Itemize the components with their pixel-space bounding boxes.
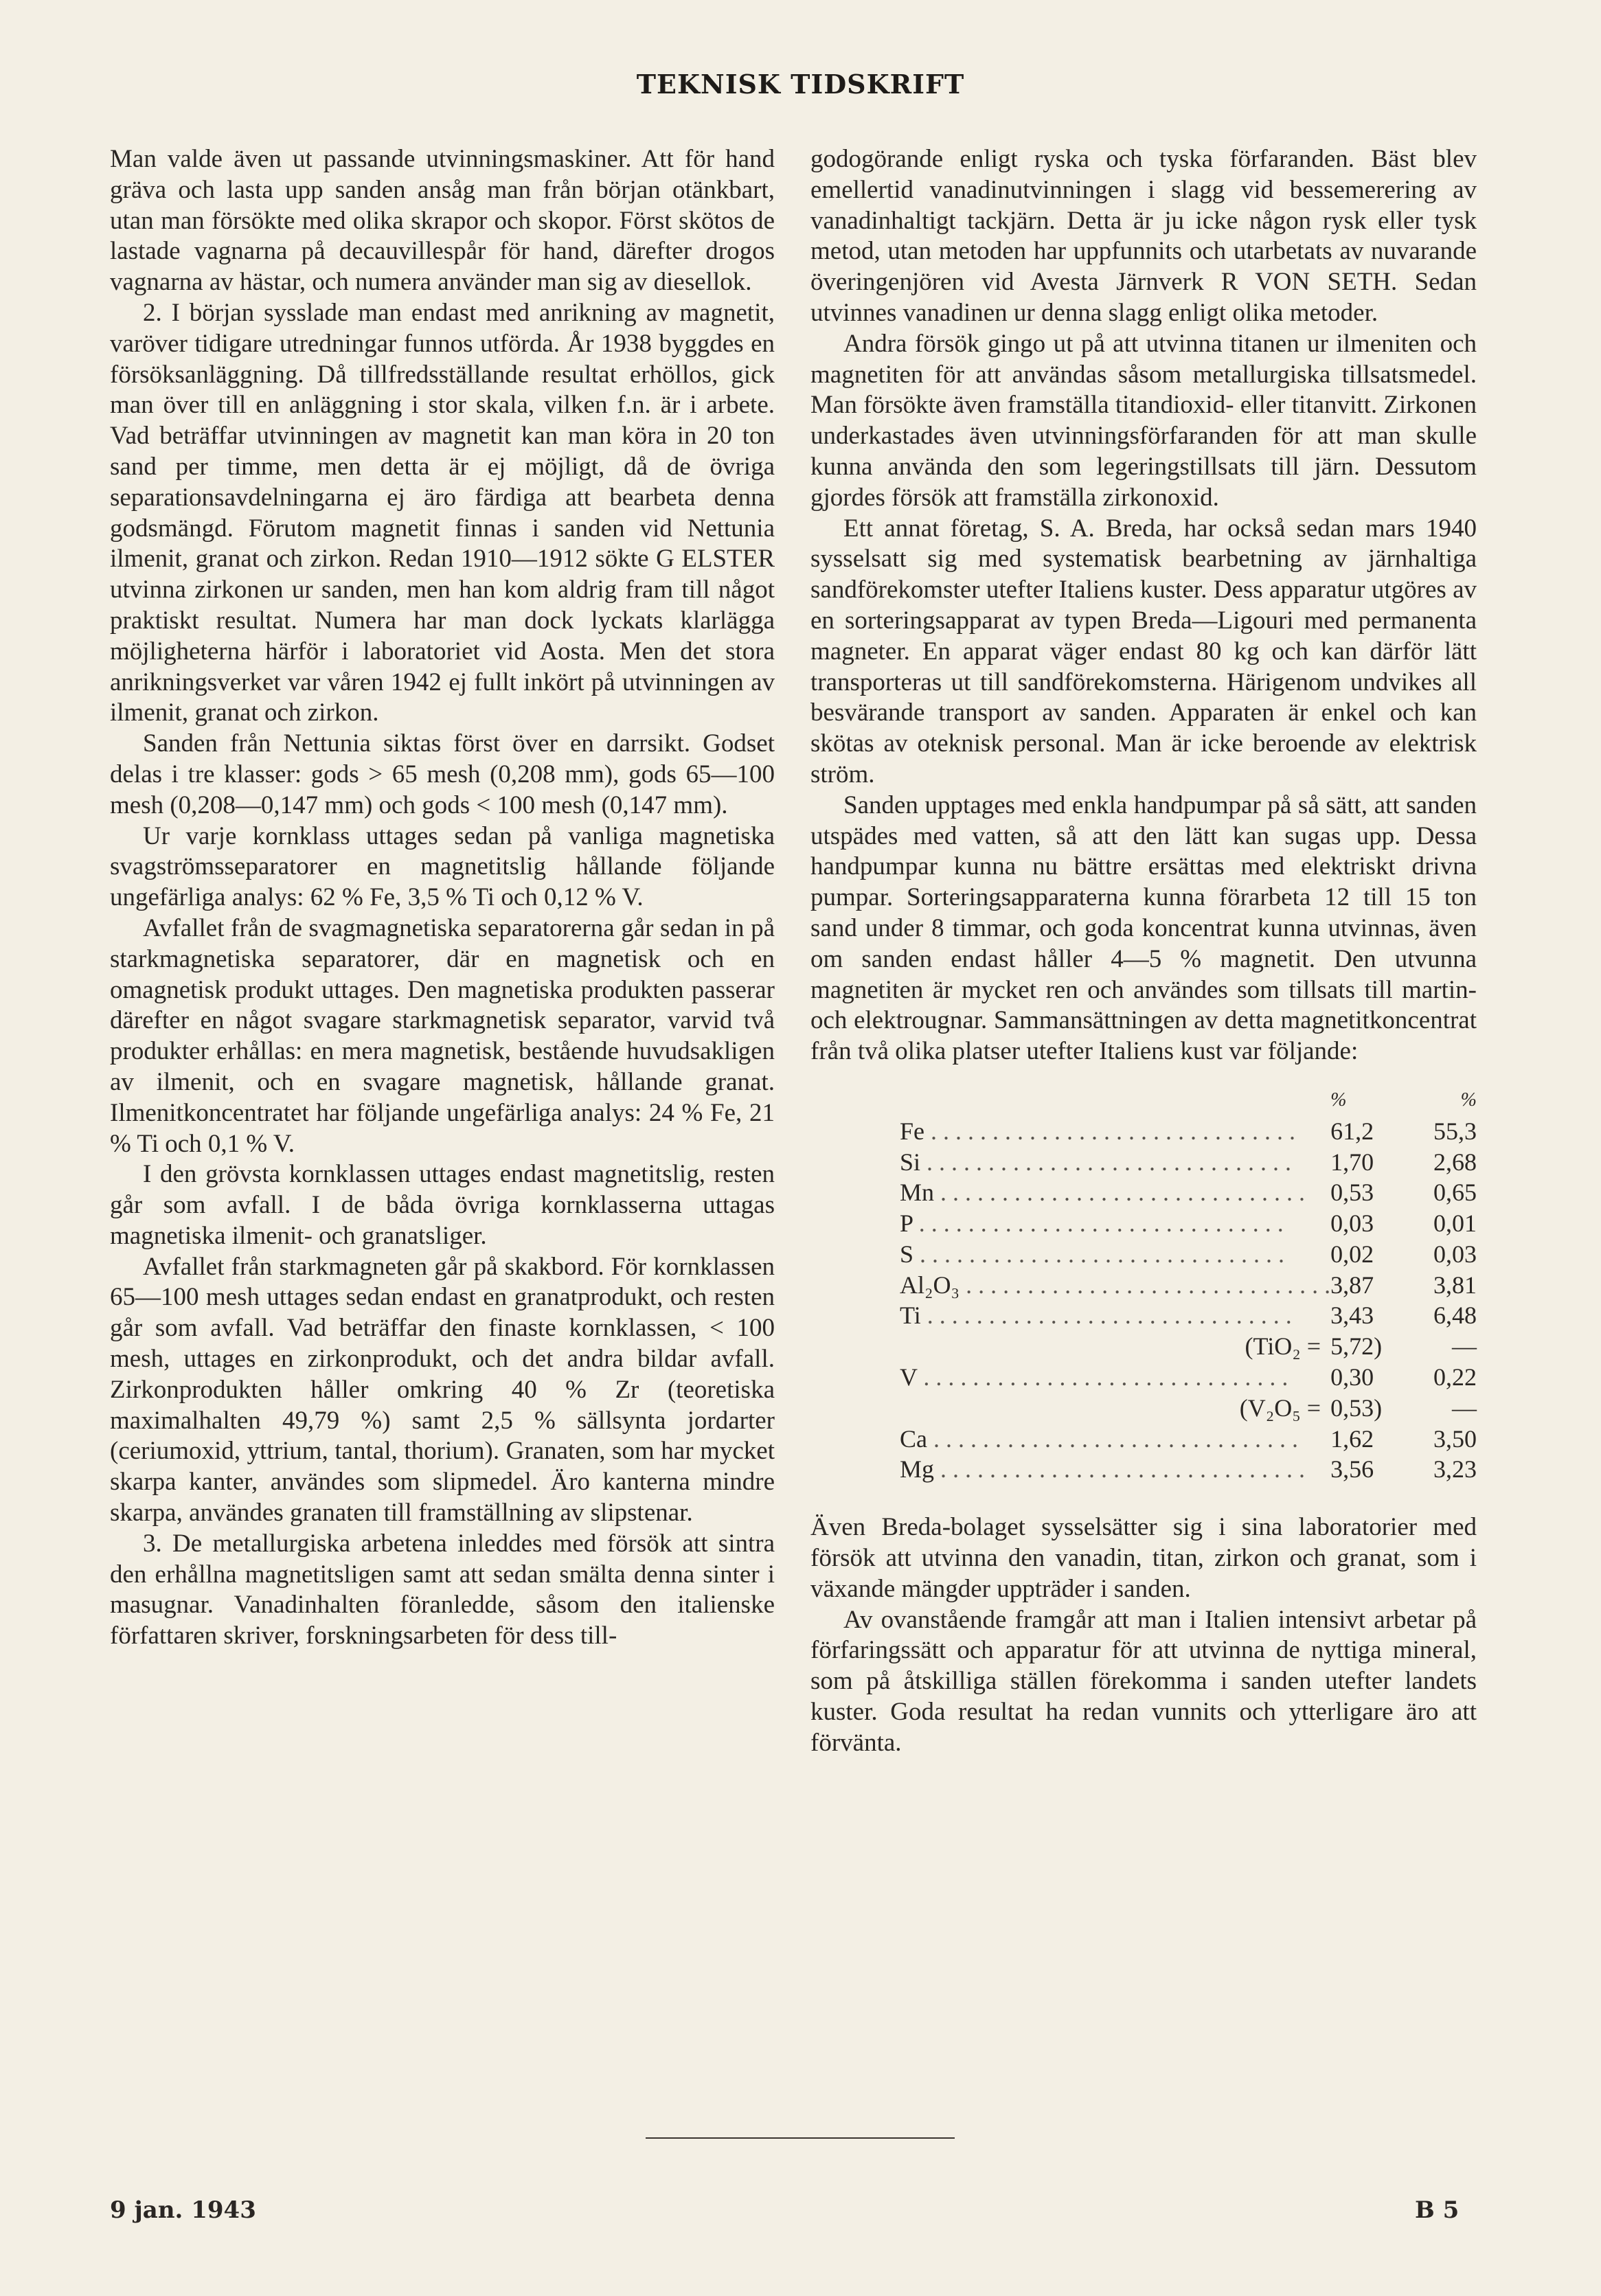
value-cell: 0,65: [1433, 1179, 1477, 1207]
leader-dots: . . . . . . . . . . . . . . . . . . . . . . . . . . . . . .: [913, 1240, 1285, 1268]
table-row: [900, 1270, 1477, 1301]
paragraph: Avfallet från de svagmagnetiska separatorerna går sedan in på starkmagnetiska separatorer, där en magnetisk och en omagnetisk produkt uttages. Den magnetiska produkten passerar därefter en något svagare starkmagnetisk separator, varvid två produkter erhållas: en mera magnetisk, bestående huvudsakligen av ilmenit, och en svagare magnetisk, hållande granat. Ilmenitkoncentratet har följande ungefärliga analys: 24 % Fe, 21 % Ti och 0,1 % V.: [110, 913, 775, 1158]
table-row: [900, 1177, 1477, 1208]
paragraph: Sanden upptages med enkla handpumpar på så sätt, att sanden utspädes med vatten, så att den lätt kan sugas upp. Dessa handpumpar kunna nu bättre ersättas med elektriskt drivna pumpar. Sorteringsapparaterna kunna förarbeta 12 till 15 ton sand under 8 timmar, och goda koncentrat kunna utvinnas, även om sanden endast håller 4—5 % magnetit. Den utvunna magnetiten är mycket ren och användes som tillsats till martin- och elektrougnar. Sammansättningen av detta magnetitkoncentrat från två olika platser utefter Italiens kust var följande:: [810, 791, 1477, 1066]
value-cell: 2,68: [1433, 1148, 1477, 1176]
table-row: [900, 1393, 1477, 1424]
table-row: [900, 1147, 1477, 1178]
element-label: (TiO₂ =: [1245, 1332, 1321, 1361]
paragraph: I den grövsta kornklassen uttages endast magnetitslig, resten går som avfall. I de båda övriga kornklasserna uttagas magnetiska ilmenit- och granatsliger.: [110, 1160, 775, 1250]
table-row: [900, 1208, 1477, 1239]
leader-dots: . . . . . . . . . . . . . . . . . . . . . . . . . . . . . .: [960, 1271, 1331, 1299]
value-cell: 0,53): [1330, 1394, 1383, 1422]
value-cell: 3,50: [1433, 1424, 1477, 1453]
value-cell: 1,62: [1330, 1424, 1374, 1453]
unit-label: %: [1460, 1089, 1477, 1111]
element-label: P: [900, 1209, 913, 1238]
table-row: [900, 1362, 1477, 1393]
paragraph: Även Breda-bolaget sysselsätter sig i sina laboratorier med försök att utvinna den vanadin, titan, zirkon och granat, som i växande mängder uppträder i sanden.: [810, 1513, 1477, 1603]
element-label: (V₂O₅ =: [1239, 1394, 1321, 1422]
leader-dots: . . . . . . . . . . . . . . . . . . . . . . . . . . . . . .: [920, 1148, 1292, 1176]
element-label: Mg: [900, 1455, 935, 1484]
value-cell: 0,53: [1330, 1179, 1374, 1207]
value-cell: 0,22: [1433, 1363, 1477, 1391]
leader-dots: . . . . . . . . . . . . . . . . . . . . . . . . . . . . . .: [912, 1209, 1284, 1238]
element-label: Ca: [900, 1424, 927, 1453]
paragraph: Ur varje kornklass uttages sedan på vanliga magnetiska svagströmsseparatorer en magnetitslig hållande följande ungefärliga analys: 62 % Fe, 3,5 % Ti och 0,12 % V.: [110, 821, 775, 912]
paragraph: 2. I början sysslade man endast med anrikning av magnetit, varöver tidigare utredningar funnos utförda. År 1938 byggdes en försöksanläggning. Då tillfredsställande resultat erhöllos, gick man över till en anläggning i stor skala, vilken f.n. är i arbete. Vad beträffar utvinningen av magnetit kan man köra in 20 ton sand per timme, men detta är ej möjligt, då de övriga separationsavdelningarna ej äro färdiga att bearbeta denna godsmängd. Förutom magnetit finnas i sanden vid Nettunia ilmenit, granat och zirkon. Redan 1910—1912 sökte G ELSTER utvinna zirkonen ur sanden, men han kom aldrig fram till något praktiskt resultat. Numera har man dock lyckats klarlägga möjligheterna härför i laboratoriet vid Aosta. Men det stora anrikningsverket var våren 1942 ej fullt inkört på utvinningen av ilmenit, granat och zirkon.: [110, 298, 775, 727]
leader-dots: . . . . . . . . . . . . . . . . . . . . . . . . . . . . . .: [917, 1363, 1288, 1391]
value-cell: 0,02: [1330, 1240, 1374, 1268]
value-cell: —: [1452, 1332, 1477, 1361]
value-cell: 5,72): [1330, 1332, 1383, 1361]
value-cell: 3,43: [1330, 1302, 1374, 1330]
table-row: [900, 1300, 1477, 1331]
table-row: [900, 1239, 1477, 1270]
paragraph: Andra försök gingo ut på att utvinna titanen ur ilmeniten och magnetiten för att användas såsom metallurgiska tillsatsmedel. Man försökte även framställa titandioxid- eller titanvitt. Zirkonen underkastades även utvinningsförfaranden för att man skulle kunna använda den som legeringstillsats till järn. Dessutom gjordes försök att framställa zirkonoxid.: [810, 329, 1477, 512]
element-label: Al₂O₃: [900, 1271, 960, 1299]
value-cell: —: [1452, 1394, 1477, 1422]
paragraph: Avfallet från starkmagneten går på skakbord. För kornklassen 65—100 mesh uttages sedan endast en granatprodukt, och resten går som avfall. Vad beträffar den finaste kornklassen, < 100 mesh, uttages en zirkonprodukt, och det andra bildar avfall. Zirkonprodukten håller omkring 40 % Zr (teoretiska maximalhalten 49,79 %) samt 2,5 % sällsynta jordarter (ceriumoxid, yttrium, tantal, thorium). Granaten, som har mycket skarpa kanter, användes som slipmedel. Äro kanterna mindre skarpa, användes granaten till framställning av slipstenar.: [110, 1252, 775, 1527]
footer-date: 9 jan. 1943: [110, 2196, 256, 2224]
composition-table: [900, 1085, 1477, 1485]
leader-dots: . . . . . . . . . . . . . . . . . . . . . . . . . . . . . .: [920, 1302, 1292, 1330]
page-header-title: TEKNISK TIDSKRIFT: [636, 69, 965, 100]
value-cell: 0,03: [1330, 1209, 1374, 1238]
paragraph: 3. De metallurgiska arbetena inleddes med försök att sintra den erhållna magnetitsligen samt att sedan smälta denna sinter i masugnar. Vanadinhalten föranledde, såsom den italienske författaren skriver, forskningsarbeten för dess till-: [110, 1529, 775, 1650]
value-cell: 3,87: [1330, 1271, 1374, 1299]
value-cell: 0,01: [1433, 1209, 1477, 1238]
paragraph: Av ovanstående framgår att man i Italien intensivt arbetar på förfaringssätt och apparatur för att utvinna de nyttiga mineral, som på åtskilliga ställen förekomma i sanden utefter landets kuster. Goda resultat ha redan vunnits och ytterligare äro att förvänta.: [810, 1605, 1477, 1757]
table-row: [900, 1331, 1477, 1362]
leader-dots: . . . . . . . . . . . . . . . . . . . . . . . . . . . . . .: [927, 1424, 1298, 1453]
element-label: Mn: [900, 1179, 935, 1207]
value-cell: 3,56: [1330, 1455, 1374, 1484]
value-cell: 55,3: [1433, 1117, 1477, 1145]
element-label: V: [900, 1363, 918, 1391]
left-column: [110, 144, 775, 1652]
leader-dots: . . . . . . . . . . . . . . . . . . . . . . . . . . . . . .: [934, 1179, 1306, 1207]
element-label: S: [900, 1240, 914, 1268]
paragraph: Man valde även ut passande utvinningsmaskiner. Att för hand gräva och lasta upp sanden ansåg man från början otänkbart, utan man försökte med olika skrapor och skopor. Först skötos de lastade vagnarna på decauvillespår för hand, därefter drogos vagnarna av hästar, och numera använder man sig av diesellok.: [110, 145, 775, 297]
element-label: Si: [900, 1148, 921, 1176]
paragraph: Ett annat företag, S. A. Breda, har också sedan mars 1940 sysselsatt sig med systematisk bearbetning av järnhaltiga sandförekomster utefter Italiens kuster. Dess apparatur utgöres av en sorteringsapparat av typen Breda—Ligouri med permanenta magneter. En apparat väger endast 80 kg och kan därför lätt transporteras ut till sandförekomsterna. Härigenom undvikes all besvärande transport av sanden. Apparaten är enkel och kan skötas av oteknisk personal. Man är icke beroende av elektrisk ström.: [810, 514, 1477, 788]
footer-divider: [646, 2137, 955, 2139]
paragraph: Sanden från Nettunia siktas först över en darrsikt. Godset delas i tre klasser: gods > 65 mesh (0,208 mm), gods 65—100 mesh (0,208—0,147 mm) och gods < 100 mesh (0,147 mm).: [110, 729, 775, 819]
leader-dots: . . . . . . . . . . . . . . . . . . . . . . . . . . . . . .: [934, 1455, 1306, 1484]
value-cell: 6,48: [1433, 1302, 1477, 1330]
value-cell: 61,2: [1330, 1117, 1374, 1145]
table-row: [900, 1454, 1477, 1485]
right-column: [810, 144, 1477, 1759]
value-cell: 1,70: [1330, 1148, 1374, 1176]
paragraph: godogörande enligt ryska och tyska förfaranden. Bäst blev emellertid vanadinutvinningen i slagg vid bessemerering av vanadinhaltigt tackjärn. Detta är ju icke någon rysk eller tysk metod, utan metoden har uppfunnits och utarbetats av nuvarande överingenjören vid Avesta Järnverk R VON SETH. Sedan utvinnes vanadinen ur denna slagg enligt olika metoder.: [810, 145, 1477, 327]
unit-label: %: [1330, 1089, 1347, 1111]
table-row: [900, 1116, 1477, 1147]
leader-dots: . . . . . . . . . . . . . . . . . . . . . . . . . . . . . .: [924, 1117, 1295, 1145]
element-label: Fe: [900, 1117, 924, 1145]
element-label: Ti: [900, 1302, 921, 1330]
value-cell: 3,81: [1433, 1271, 1477, 1299]
table-units-row: [900, 1085, 1477, 1116]
value-cell: 3,23: [1433, 1455, 1477, 1484]
value-cell: 0,30: [1330, 1363, 1374, 1391]
table-row: [900, 1424, 1477, 1455]
value-cell: 0,03: [1433, 1240, 1477, 1268]
page-number: B 5: [1415, 2196, 1460, 2224]
